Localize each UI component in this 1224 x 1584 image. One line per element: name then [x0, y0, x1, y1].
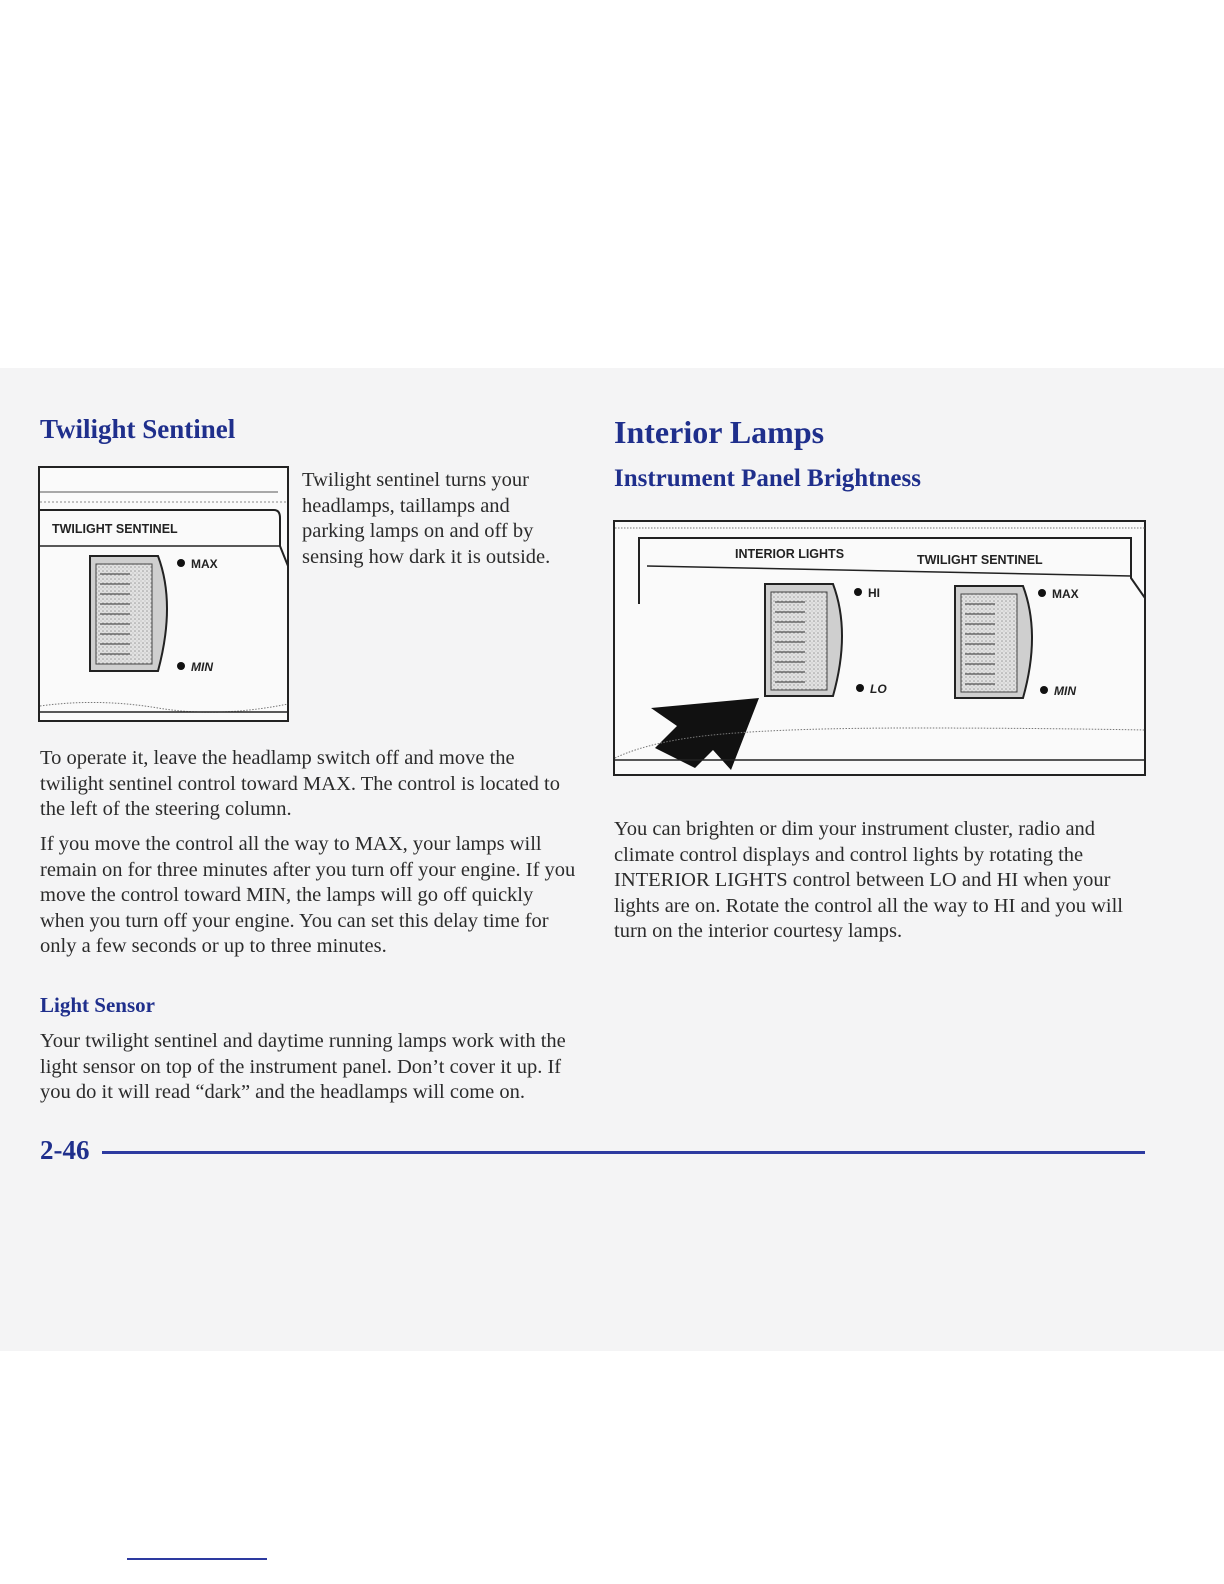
panel-label-twilight-sentinel: TWILIGHT SENTINEL: [52, 522, 178, 536]
instrument-panel-paragraph: You can brighten or dim your instrument cluster, radio and climate control displays and control lights by rotating the INTERIOR LIGHTS control between LO and HI when your lights are on. Rotate the control all the way to HI and you will turn on the interior courtesy lamps.: [614, 818, 1123, 942]
lo-label: LO: [870, 682, 887, 696]
hi-label: HI: [868, 586, 880, 600]
panel-label-twilight-sentinel-right: TWILIGHT SENTINEL: [917, 553, 1043, 567]
panel-label-interior-lights: INTERIOR LIGHTS: [735, 547, 845, 561]
twilight-max-min-paragraph: If you move the control all the way to MAX, your lamps will remain on for three minutes after you turn off your engine. If you move the control toward MIN, the lamps will go off quickly when you turn off your engine. You can set this delay time for only a few seconds or up to three minutes.: [40, 833, 576, 957]
twilight-sentinel-dial: [90, 556, 167, 671]
max-label: MAX: [191, 557, 218, 571]
footer-bottom-line: [127, 1558, 267, 1560]
twilight-operate-paragraph: To operate it, leave the headlamp switch off and move the twilight sentinel control toward MAX. The control is located to the left of the steering column.: [40, 747, 560, 820]
max-indicator-dot: [177, 559, 185, 567]
light-sensor-paragraph: Your twilight sentinel and daytime running lamps work with the light sensor on top of the instrument panel. Don’t cover it up. If you do it will read “dark” and the headlamps will come on.: [40, 1030, 566, 1103]
interior-lights-dial: [765, 584, 842, 696]
min-indicator-dot: [177, 662, 185, 670]
interior-lights-illustration: [613, 520, 1147, 778]
footer-rule: [102, 1151, 1145, 1154]
max-label-right: MAX: [1052, 587, 1079, 601]
lo-indicator-dot: [856, 684, 864, 692]
light-sensor-subheading: Light Sensor: [40, 993, 155, 1017]
min-label: MIN: [191, 660, 213, 674]
section-title-interior-lamps: Interior Lamps: [614, 414, 825, 450]
twilight-sentinel-dial-right: [955, 586, 1032, 698]
page-number: 2-46: [40, 1135, 90, 1165]
twilight-sentinel-illustration: [38, 466, 290, 724]
min-label-right: MIN: [1054, 684, 1076, 698]
min-indicator-dot-right: [1040, 686, 1048, 694]
section-subtitle-instrument-panel: Instrument Panel Brightness: [614, 465, 921, 492]
section-title-twilight-sentinel: Twilight Sentinel: [40, 414, 236, 444]
hi-indicator-dot: [854, 588, 862, 596]
twilight-sentinel-caption: Twilight sentinel turns your headlamps, taillamps and parking lamps on and off by sensing how dark it is outside.: [302, 469, 551, 568]
max-indicator-dot-right: [1038, 589, 1046, 597]
